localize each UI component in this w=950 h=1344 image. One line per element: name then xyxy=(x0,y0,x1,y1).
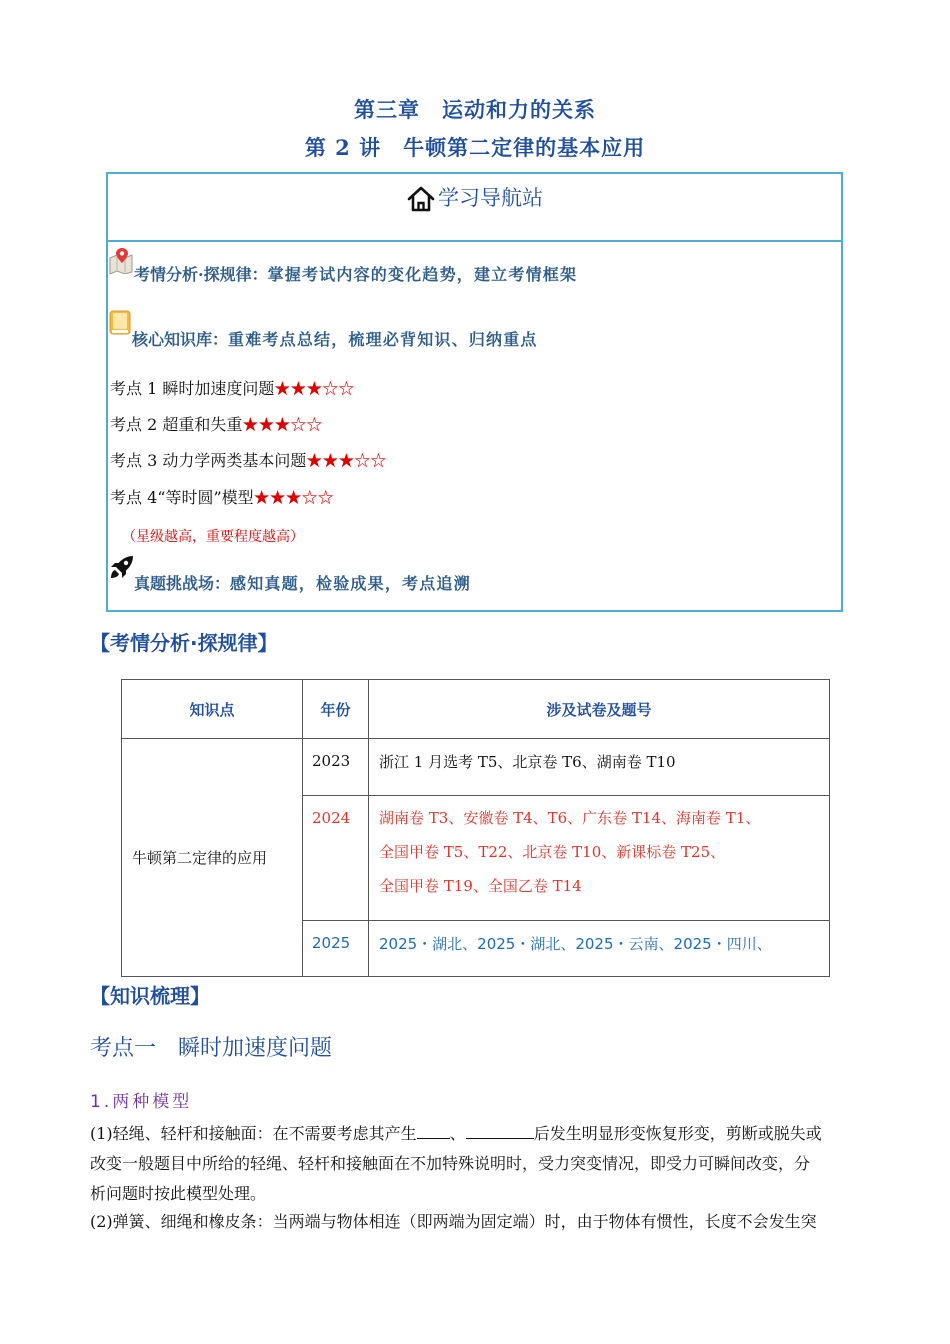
table-row xyxy=(122,739,830,796)
column-header: 涉及试卷及题号 xyxy=(369,680,830,739)
fill-blank xyxy=(466,1122,534,1139)
table-header-row xyxy=(122,680,830,739)
exam-analysis-heading: 【考情分析·探规律】 xyxy=(90,631,278,655)
exam-cell: 2025・湖北、2025・湖北、2025・云南、2025・四川、 xyxy=(369,921,830,977)
exam-point-2: 考点 2 超重和失重★★★☆☆ xyxy=(110,415,323,434)
knowledge-point-cell: 牛顿第二定律的应用 xyxy=(122,739,303,977)
section-desc: 感知真题，检验成果，考点追溯 xyxy=(230,574,471,593)
knowledge-heading: 【知识梳理】 xyxy=(90,984,210,1008)
column-header: 年份 xyxy=(303,680,369,739)
exam-cell: 浙江 1 月选考 T5、北京卷 T6、湖南卷 T10 xyxy=(369,739,830,796)
column-header: 知识点 xyxy=(122,680,303,739)
rating-stars: ★★★☆☆ xyxy=(242,415,323,434)
nav-section-core-knowledge xyxy=(132,327,538,350)
rocket-icon xyxy=(109,554,135,580)
year-cell: 2023 xyxy=(303,739,369,796)
section-label: 真题挑战场： xyxy=(134,574,231,593)
exam-point-3: 考点 3 动力学两类基本问题★★★☆☆ xyxy=(110,451,387,470)
section-desc: 掌握考试内容的变化趋势，建立考情框架 xyxy=(267,265,578,284)
star-note: （星级越高，重要程度越高） xyxy=(122,529,304,545)
exam-table xyxy=(121,679,830,977)
map-pin-icon xyxy=(109,248,133,274)
exam-cell: 湖南卷 T3、安徽卷 T4、T6、广东卷 T14、海南卷 T1、 全国甲卷 T5、T22、北京卷 T10、新课标卷 T25、 全国甲卷 T19、全国乙卷 T14 xyxy=(369,796,830,921)
rating-stars: ★★★☆☆ xyxy=(253,488,334,507)
rating-stars: ★★★☆☆ xyxy=(306,451,387,470)
paragraph-1: (1)轻绳、轻杆和接触面：在不需要考虑其产生 、 后发生明显形变恢复形变，剪断或脱失或 改变一般题目中所给的轻绳、轻杆和接触面在不加特殊说明时，受力突变情况，即受力可瞬间改变，分 析问题时按此模型处理。 xyxy=(90,1124,822,1203)
fill-blank xyxy=(417,1122,450,1139)
section-label: 核心知识库： xyxy=(132,330,229,349)
chapter-title: 第三章 运动和力的关系 xyxy=(354,97,596,122)
exam-point-heading: 考点一 瞬时加速度问题 xyxy=(90,1036,333,1061)
section-desc: 重难考点总结，梳理必背知识、归纳重点 xyxy=(228,330,538,349)
exam-point-4: 考点 4“等时圆”模型★★★☆☆ xyxy=(110,488,334,507)
book-icon xyxy=(109,310,131,336)
nav-section-real-exam xyxy=(134,571,471,594)
paragraph-2: (2)弹簧、细绳和橡皮条：当两端与物体相连（即两端为固定端）时，由于物体有惯性，长度不会发生突 xyxy=(90,1212,817,1231)
study-nav-box xyxy=(106,172,843,612)
year-cell: 2025 xyxy=(303,921,369,977)
nav-title: 学习导航站 xyxy=(438,186,543,210)
nav-header xyxy=(108,174,841,242)
year-cell: 2024 xyxy=(303,796,369,921)
subheading-two-models: 1.两种模型 xyxy=(90,1092,193,1112)
lecture-title: 第 2 讲 牛顿第二定律的基本应用 xyxy=(304,135,646,160)
nav-section-exam-analysis xyxy=(134,262,577,285)
rating-stars: ★★★☆☆ xyxy=(274,379,355,398)
section-label: 考情分析·探规律： xyxy=(134,265,268,284)
home-icon xyxy=(406,184,436,214)
exam-point-1: 考点 1 瞬时加速度问题★★★☆☆ xyxy=(110,379,355,398)
